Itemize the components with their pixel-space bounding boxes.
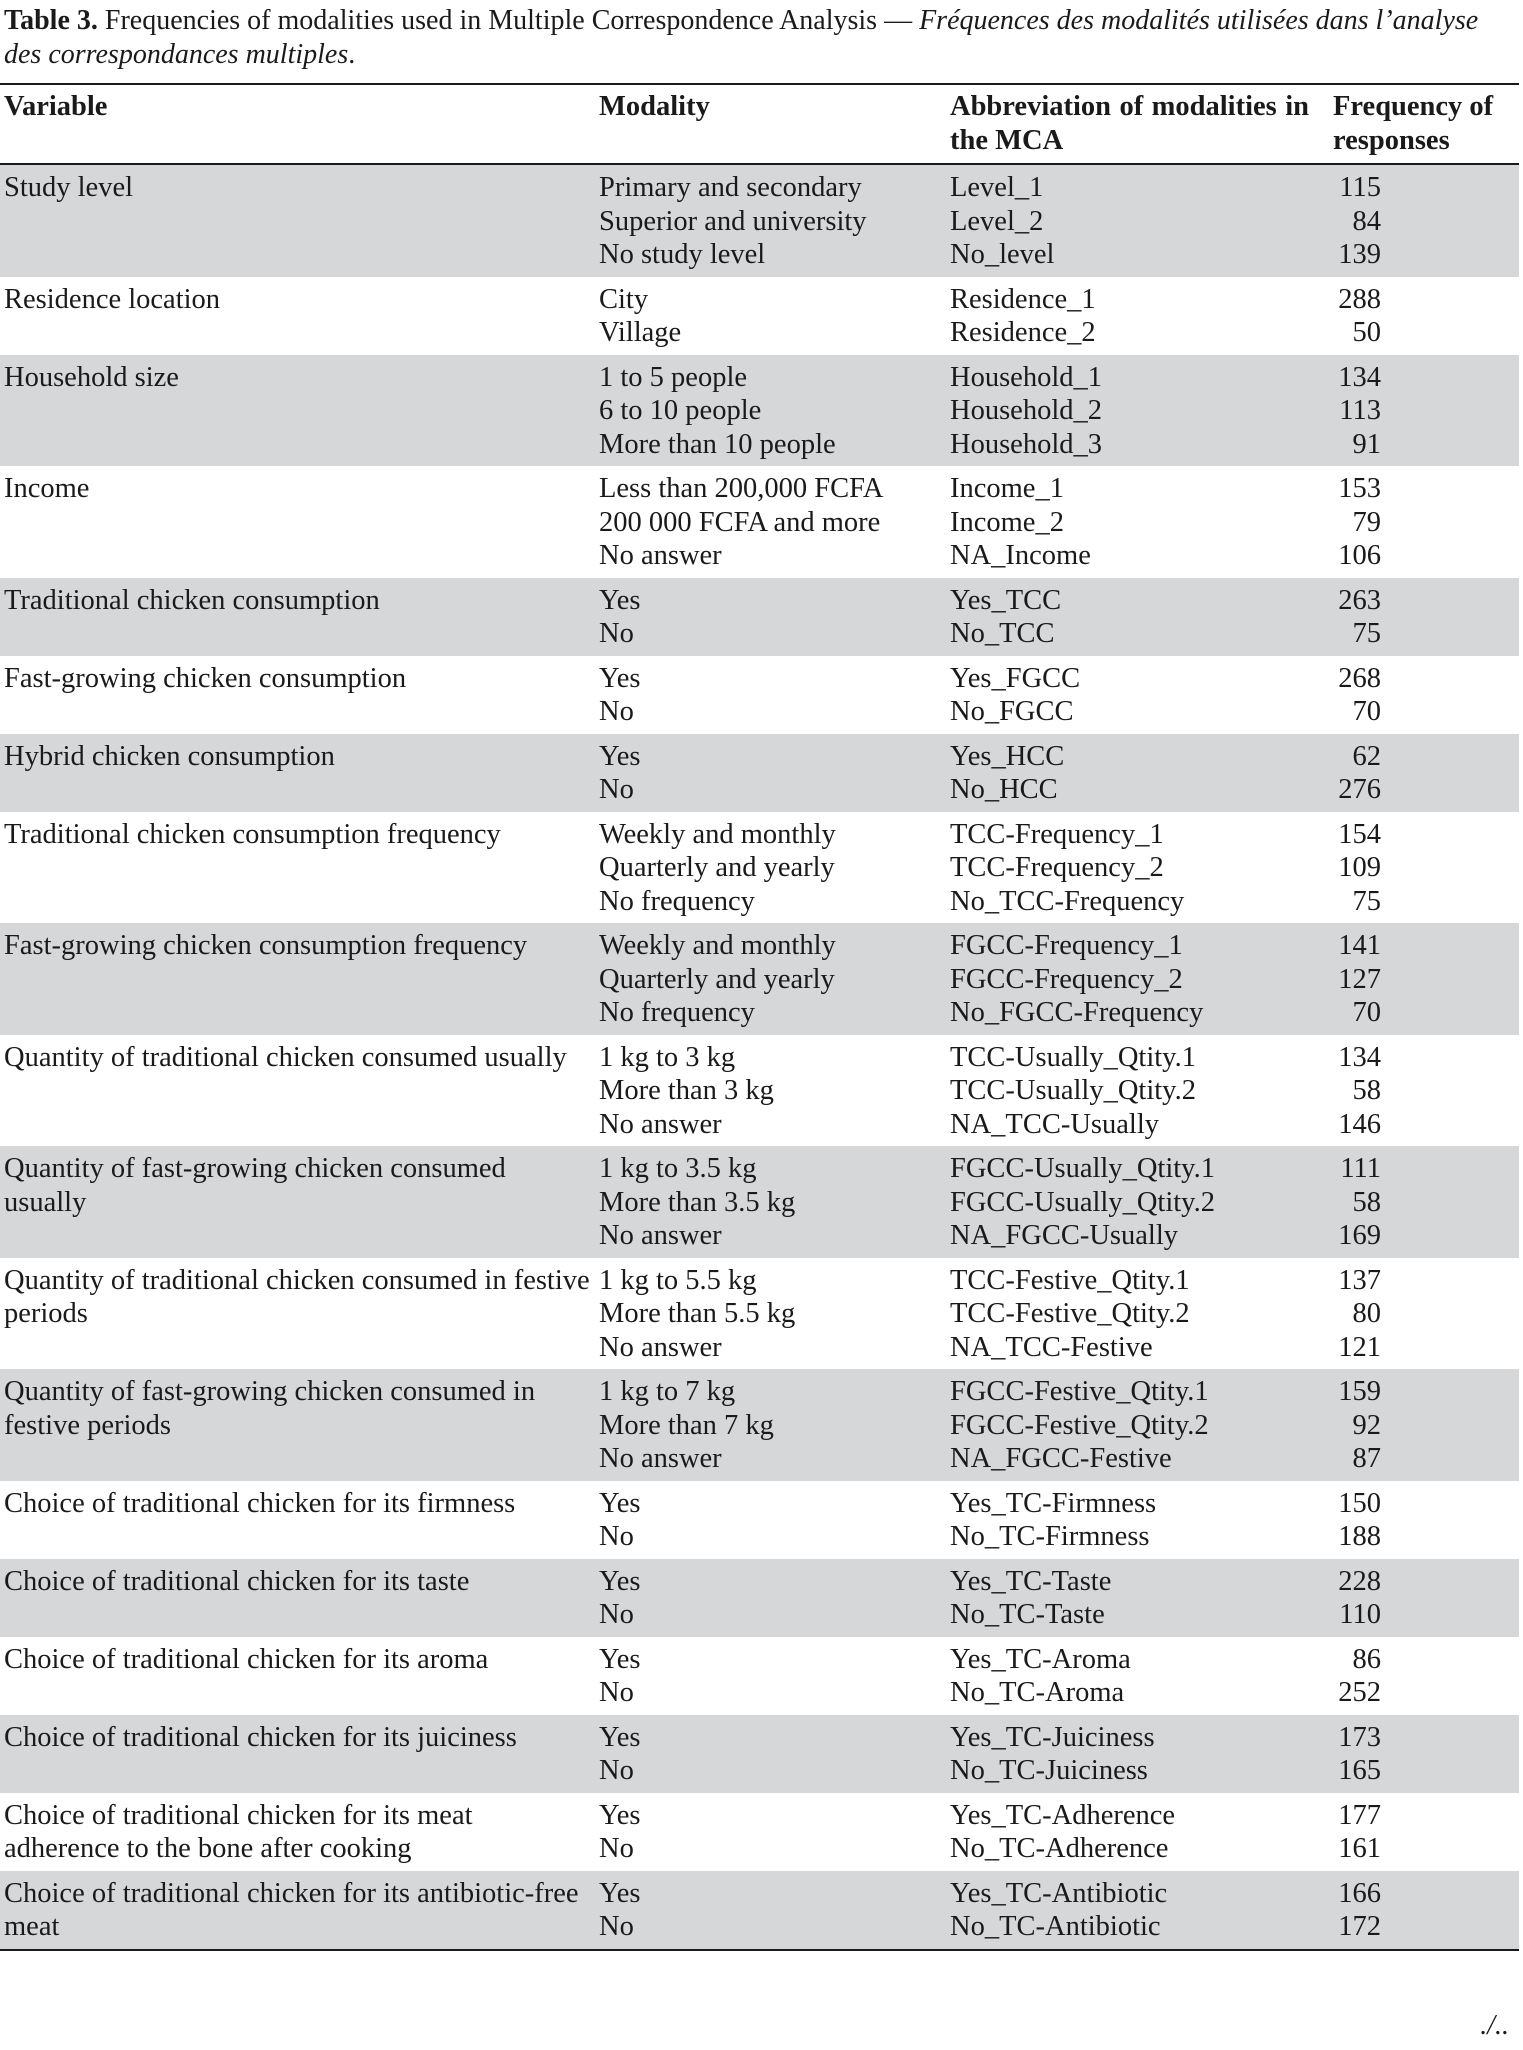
- abbreviation-item: TCC-Usually_Qtity.1: [950, 1041, 1196, 1073]
- abbreviation-item: Yes_TC-Firmness: [950, 1487, 1157, 1519]
- modality-item: No frequency: [599, 885, 755, 917]
- modality-item: No: [599, 1833, 634, 1864]
- frequency-value: 111: [1340, 1153, 1381, 1184]
- abbreviation-cell: [946, 164, 1329, 277]
- frequency-value: 153: [1338, 473, 1381, 504]
- abbreviation-item: TCC-Festive_Qtity.1: [950, 1264, 1190, 1296]
- frequency-value: 161: [1338, 1833, 1381, 1864]
- frequency-value: 115: [1339, 172, 1381, 203]
- table-row: [0, 1146, 1519, 1258]
- caption-end: .: [348, 39, 356, 70]
- frequency-cell: [1329, 1793, 1519, 1871]
- modality-cell: [595, 812, 946, 924]
- abbreviation-item: TCC-Frequency_2: [950, 852, 1164, 883]
- modality-cell: [595, 1871, 946, 1950]
- modality-cell: [595, 1481, 946, 1559]
- variable-cell: Income: [4, 473, 90, 504]
- table-caption: [4, 4, 1519, 72]
- modality-cell: [595, 923, 946, 1035]
- frequency-value: 86: [1352, 1643, 1381, 1675]
- table-row: [0, 734, 1519, 812]
- abbreviation-cell: [946, 578, 1329, 656]
- table-row: [0, 812, 1519, 924]
- modality-item: 1 kg to 5.5 kg: [599, 1264, 757, 1296]
- abbreviation-cell: [946, 1715, 1329, 1793]
- abbreviation-item: FGCC-Usually_Qtity.2: [950, 1186, 1215, 1218]
- modality-item: 1 kg to 3 kg: [599, 1041, 736, 1073]
- variable-cell: Hybrid chicken consumption: [0, 734, 595, 812]
- abbreviation-item: No_TC-Firmness: [950, 1521, 1150, 1552]
- abbreviation-item: Income_1: [950, 473, 1064, 504]
- abbreviation-cell: [946, 1559, 1329, 1637]
- table-header-row: [0, 84, 1519, 164]
- abbreviation-item: FGCC-Frequency_1: [950, 930, 1183, 961]
- frequency-value: 263: [1338, 584, 1381, 616]
- frequency-value: 62: [1352, 740, 1381, 772]
- modality-item: Primary and secondary: [599, 172, 862, 203]
- frequency-value: 113: [1339, 395, 1381, 426]
- modality-cell: [595, 466, 946, 578]
- table-row: [0, 355, 1519, 467]
- abbreviation-item: No_TC-Adherence: [950, 1833, 1169, 1864]
- frequency-cell: [1329, 466, 1519, 578]
- abbreviation-cell: [946, 1481, 1329, 1559]
- frequency-cell: [1329, 277, 1519, 355]
- frequency-value: 188: [1338, 1521, 1381, 1552]
- modality-item: No study level: [599, 239, 766, 270]
- modality-item: No answer: [599, 1108, 722, 1140]
- abbreviation-item: Yes_TC-Aroma: [950, 1643, 1131, 1675]
- abbreviation-item: Yes_FGCC: [950, 662, 1081, 694]
- abbreviation-cell: [946, 277, 1329, 355]
- abbreviation-item: FGCC-Festive_Qtity.2: [950, 1409, 1209, 1441]
- table-row: [0, 1369, 1519, 1481]
- abbreviation-cell: [946, 923, 1329, 1035]
- table-body: [0, 164, 1519, 1950]
- header-abbreviation: Abbreviation of modalities in the MCA: [946, 84, 1329, 164]
- modality-item: No: [599, 1911, 634, 1942]
- frequency-value: 268: [1338, 662, 1381, 694]
- modality-cell: [595, 578, 946, 656]
- abbreviation-item: Yes_TC-Taste: [950, 1565, 1112, 1597]
- abbreviation-cell: [946, 355, 1329, 467]
- abbreviation-item: No_FGCC-Frequency: [950, 997, 1204, 1028]
- variable-cell: Quantity of traditional chicken consumed in festive periods: [4, 1264, 590, 1329]
- frequency-value: 137: [1338, 1264, 1381, 1296]
- variable-cell: Quantity of fast-growing chicken consumed in festive periods: [0, 1369, 595, 1481]
- mca-frequency-table: [0, 83, 1519, 1951]
- table-row: [0, 923, 1519, 1035]
- frequency-cell: [1329, 164, 1519, 277]
- frequency-value: 252: [1338, 1677, 1381, 1708]
- abbreviation-item: Yes_TC-Antibiotic: [950, 1877, 1168, 1909]
- modality-item: Weekly and monthly: [599, 930, 836, 961]
- modality-item: No: [599, 618, 634, 649]
- modality-item: No: [599, 1677, 634, 1708]
- frequency-value: 169: [1338, 1220, 1381, 1251]
- modality-item: No answer: [599, 1331, 722, 1363]
- modality-cell: [595, 1793, 946, 1871]
- frequency-value: 150: [1338, 1487, 1381, 1519]
- abbreviation-item: FGCC-Festive_Qtity.1: [950, 1376, 1209, 1407]
- frequency-value: 127: [1338, 963, 1381, 995]
- abbreviation-item: FGCC-Usually_Qtity.1: [950, 1153, 1215, 1184]
- abbreviation-item: Residence_2: [950, 317, 1096, 348]
- abbreviation-cell: [946, 656, 1329, 734]
- frequency-value: 70: [1352, 696, 1381, 727]
- abbreviation-cell: [946, 1793, 1329, 1871]
- frequency-value: 166: [1338, 1877, 1381, 1909]
- frequency-value: 80: [1352, 1298, 1381, 1329]
- modality-item: Yes: [599, 662, 641, 694]
- modality-item: 1 to 5 people: [599, 361, 748, 393]
- variable-cell: Choice of traditional chicken for its juiciness: [0, 1715, 595, 1793]
- abbreviation-item: Residence_1: [950, 283, 1096, 315]
- abbreviation-item: NA_Income: [950, 540, 1091, 571]
- abbreviation-item: NA_FGCC-Usually: [950, 1220, 1179, 1251]
- frequency-value: 134: [1338, 361, 1381, 393]
- modality-cell: [595, 734, 946, 812]
- abbreviation-item: No_HCC: [950, 774, 1058, 805]
- header-modality: Modality: [595, 84, 946, 164]
- header-variable: Variable: [0, 84, 595, 164]
- abbreviation-cell: [946, 1258, 1329, 1370]
- abbreviation-item: Level_1: [950, 172, 1044, 203]
- frequency-value: 58: [1352, 1075, 1381, 1106]
- frequency-value: 106: [1338, 540, 1381, 571]
- frequency-value: 79: [1352, 506, 1381, 538]
- abbreviation-item: Household_2: [950, 395, 1102, 426]
- frequency-cell: [1329, 1715, 1519, 1793]
- variable-cell: Quantity of traditional chicken consumed usually: [4, 1041, 567, 1073]
- frequency-value: 165: [1338, 1755, 1381, 1786]
- abbreviation-item: Yes_TCC: [950, 584, 1062, 616]
- modality-item: More than 3 kg: [599, 1075, 774, 1106]
- modality-cell: [595, 1637, 946, 1715]
- modality-item: Superior and university: [599, 205, 867, 237]
- modality-item: No: [599, 696, 634, 727]
- frequency-value: 146: [1338, 1108, 1381, 1140]
- frequency-cell: [1329, 355, 1519, 467]
- frequency-value: 276: [1338, 774, 1381, 805]
- frequency-cell: [1329, 1369, 1519, 1481]
- modality-item: No: [599, 1521, 634, 1552]
- modality-cell: [595, 1035, 946, 1147]
- variable-cell: Choice of traditional chicken for its meat adherence to the bone after cooking: [4, 1799, 473, 1864]
- abbreviation-cell: [946, 1369, 1329, 1481]
- table-row: [0, 277, 1519, 355]
- modality-cell: [595, 164, 946, 277]
- abbreviation-item: NA_TCC-Festive: [950, 1331, 1153, 1363]
- frequency-cell: [1329, 578, 1519, 656]
- header-frequency: Frequency of responses: [1329, 84, 1519, 164]
- abbreviation-item: TCC-Frequency_1: [950, 818, 1164, 850]
- modality-cell: [595, 656, 946, 734]
- frequency-value: 84: [1352, 205, 1381, 237]
- modality-item: Less than 200,000 FCFA: [599, 473, 884, 504]
- modality-cell: [595, 1715, 946, 1793]
- modality-item: Yes: [599, 1877, 641, 1909]
- frequency-cell: [1329, 812, 1519, 924]
- modality-cell: [595, 1146, 946, 1258]
- modality-item: No answer: [599, 540, 722, 571]
- abbreviation-item: TCC-Festive_Qtity.2: [950, 1298, 1190, 1329]
- modality-item: Yes: [599, 1643, 641, 1675]
- table-row: [0, 1035, 1519, 1147]
- table-row: [0, 1559, 1519, 1637]
- variable-cell: Choice of traditional chicken for its taste: [0, 1559, 595, 1637]
- frequency-value: 109: [1338, 852, 1381, 883]
- variable-cell: Choice of traditional chicken for its aroma: [4, 1643, 489, 1675]
- variable-cell: Fast-growing chicken consumption: [4, 662, 407, 694]
- abbreviation-item: No_TCC-Frequency: [950, 885, 1185, 917]
- variable-cell: Household size: [0, 355, 595, 467]
- table-row: [0, 656, 1519, 734]
- table-row: [0, 578, 1519, 656]
- frequency-value: 91: [1352, 428, 1381, 460]
- modality-item: Yes: [599, 1799, 641, 1831]
- abbreviation-item: No_TC-Aroma: [950, 1677, 1125, 1708]
- modality-item: No: [599, 1599, 634, 1630]
- abbreviation-item: Level_2: [950, 205, 1044, 237]
- frequency-value: 75: [1352, 618, 1381, 649]
- frequency-value: 173: [1338, 1721, 1381, 1753]
- variable-cell: Traditional chicken consumption frequency: [4, 818, 501, 850]
- modality-item: More than 5.5 kg: [599, 1298, 796, 1329]
- frequency-value: 139: [1338, 239, 1381, 270]
- frequency-cell: [1329, 923, 1519, 1035]
- frequency-cell: [1329, 1481, 1519, 1559]
- caption-text-en: Frequencies of modalities used in Multiple Correspondence Analysis —: [97, 5, 920, 36]
- abbreviation-item: FGCC-Frequency_2: [950, 963, 1183, 995]
- modality-item: City: [599, 283, 649, 315]
- frequency-value: 121: [1338, 1331, 1381, 1363]
- variable-cell: Study level: [0, 164, 595, 277]
- modality-item: 6 to 10 people: [599, 395, 762, 426]
- frequency-value: 141: [1338, 930, 1381, 961]
- frequency-cell: [1329, 734, 1519, 812]
- frequency-cell: [1329, 1871, 1519, 1950]
- abbreviation-item: No_TC-Taste: [950, 1599, 1105, 1630]
- table-row: [0, 1793, 1519, 1871]
- frequency-value: 50: [1352, 317, 1381, 348]
- table-row: [0, 164, 1519, 277]
- modality-item: Yes: [599, 1565, 641, 1597]
- abbreviation-cell: [946, 734, 1329, 812]
- variable-cell: Quantity of fast-growing chicken consumed usually: [0, 1146, 595, 1258]
- abbreviation-cell: [946, 1035, 1329, 1147]
- frequency-cell: [1329, 1559, 1519, 1637]
- modality-cell: [595, 1258, 946, 1370]
- modality-cell: [595, 355, 946, 467]
- continuation-mark: ./..: [1480, 2010, 1509, 2041]
- abbreviation-item: No_TC-Antibiotic: [950, 1911, 1161, 1942]
- variable-cell: Choice of traditional chicken for its firmness: [4, 1487, 516, 1519]
- caption-label: Table 3.: [4, 5, 98, 36]
- frequency-value: 70: [1352, 997, 1381, 1028]
- frequency-value: 154: [1338, 818, 1381, 850]
- frequency-cell: [1329, 1035, 1519, 1147]
- variable-cell: Choice of traditional chicken for its antibiotic-free meat: [0, 1871, 595, 1950]
- frequency-value: 172: [1338, 1911, 1381, 1942]
- modality-item: Village: [599, 317, 682, 348]
- frequency-cell: [1329, 1637, 1519, 1715]
- modality-item: Yes: [599, 1487, 641, 1519]
- modality-item: More than 3.5 kg: [599, 1186, 796, 1218]
- modality-item: Quarterly and yearly: [599, 963, 835, 995]
- abbreviation-cell: [946, 1146, 1329, 1258]
- abbreviation-item: Household_3: [950, 428, 1102, 460]
- frequency-value: 134: [1338, 1041, 1381, 1073]
- abbreviation-cell: [946, 812, 1329, 924]
- caption-text-fr: Fréquences des modalités utilisées dans l’analyse des correspondances multiples: [4, 5, 1479, 70]
- abbreviation-item: Income_2: [950, 506, 1064, 538]
- abbreviation-cell: [946, 1637, 1329, 1715]
- abbreviation-item: NA_TCC-Usually: [950, 1108, 1159, 1140]
- modality-item: No frequency: [599, 997, 755, 1028]
- frequency-value: 92: [1352, 1409, 1381, 1441]
- table-row: [0, 1871, 1519, 1950]
- modality-item: Yes: [599, 1721, 641, 1753]
- abbreviation-cell: [946, 466, 1329, 578]
- modality-item: No: [599, 774, 634, 805]
- modality-item: 1 kg to 7 kg: [599, 1376, 736, 1407]
- frequency-value: 288: [1338, 283, 1381, 315]
- modality-cell: [595, 277, 946, 355]
- modality-item: 200 000 FCFA and more: [599, 506, 881, 538]
- table-row: [0, 1715, 1519, 1793]
- abbreviation-cell: [946, 1871, 1329, 1950]
- modality-item: Yes: [599, 584, 641, 616]
- variable-cell: Residence location: [4, 283, 221, 315]
- abbreviation-item: Yes_TC-Adherence: [950, 1799, 1176, 1831]
- abbreviation-item: Yes_HCC: [950, 740, 1065, 772]
- modality-item: No answer: [599, 1220, 722, 1251]
- abbreviation-item: No_level: [950, 239, 1055, 270]
- frequency-value: 228: [1338, 1565, 1381, 1597]
- frequency-value: 159: [1338, 1376, 1381, 1407]
- abbreviation-item: TCC-Usually_Qtity.2: [950, 1075, 1196, 1106]
- table-row: [0, 466, 1519, 578]
- table-row: [0, 1258, 1519, 1370]
- modality-cell: [595, 1369, 946, 1481]
- abbreviation-item: No_FGCC: [950, 696, 1074, 727]
- abbreviation-item: No_TC-Juiciness: [950, 1755, 1148, 1786]
- frequency-value: 87: [1352, 1443, 1381, 1474]
- frequency-cell: [1329, 1258, 1519, 1370]
- abbreviation-item: Household_1: [950, 361, 1102, 393]
- frequency-value: 110: [1339, 1599, 1381, 1630]
- abbreviation-item: No_TCC: [950, 618, 1055, 649]
- modality-cell: [595, 1559, 946, 1637]
- variable-cell: Fast-growing chicken consumption frequency: [0, 923, 595, 1035]
- modality-item: No: [599, 1755, 634, 1786]
- abbreviation-item: Yes_TC-Juiciness: [950, 1721, 1155, 1753]
- frequency-value: 177: [1338, 1799, 1381, 1831]
- modality-item: Quarterly and yearly: [599, 852, 835, 883]
- modality-item: No answer: [599, 1443, 722, 1474]
- modality-item: Yes: [599, 740, 641, 772]
- table-row: [0, 1637, 1519, 1715]
- modality-item: 1 kg to 3.5 kg: [599, 1153, 757, 1184]
- modality-item: More than 10 people: [599, 428, 836, 460]
- frequency-value: 58: [1352, 1186, 1381, 1218]
- modality-item: More than 7 kg: [599, 1409, 774, 1441]
- abbreviation-item: NA_FGCC-Festive: [950, 1443, 1172, 1474]
- frequency-cell: [1329, 1146, 1519, 1258]
- frequency-value: 75: [1352, 885, 1381, 917]
- variable-cell: Traditional chicken consumption: [0, 578, 595, 656]
- frequency-cell: [1329, 656, 1519, 734]
- table-row: [0, 1481, 1519, 1559]
- modality-item: Weekly and monthly: [599, 818, 836, 850]
